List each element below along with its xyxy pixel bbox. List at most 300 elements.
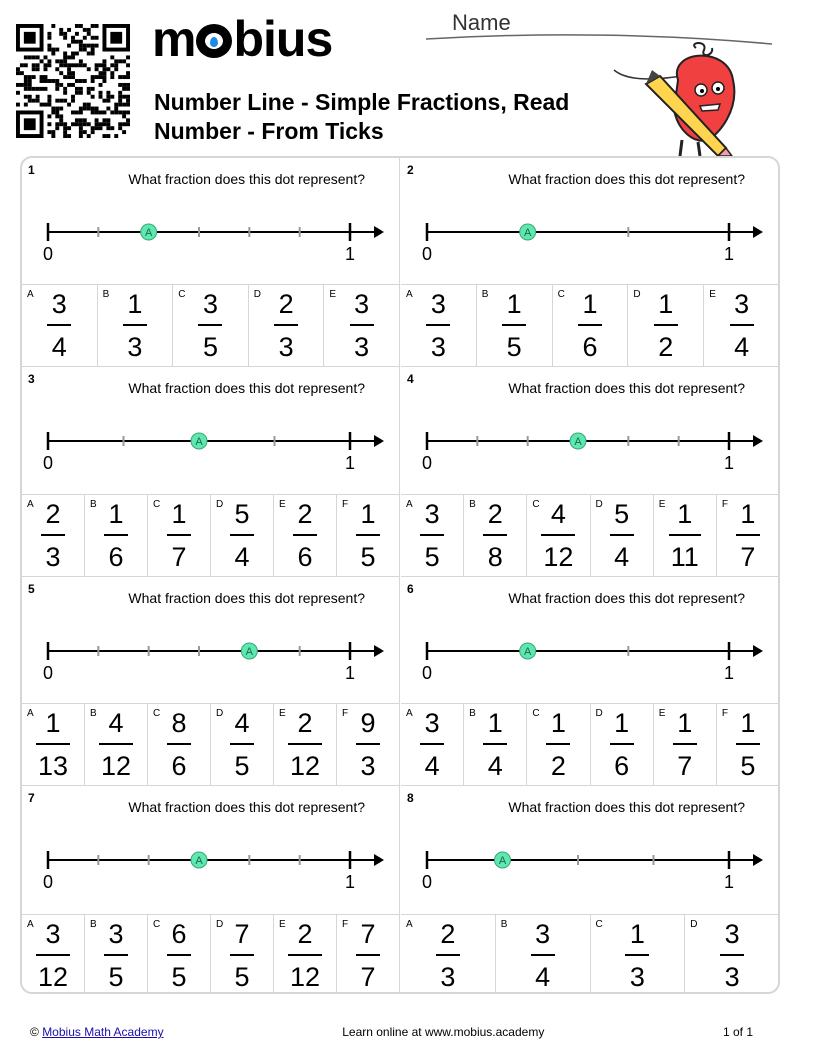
fraction-bar	[610, 534, 634, 536]
fraction-numerator: 1	[171, 499, 187, 529]
fraction-numerator: 1	[677, 708, 693, 738]
fraction-denominator: 12	[100, 751, 132, 781]
fraction-denominator: 6	[582, 332, 598, 362]
fraction	[401, 710, 463, 780]
fraction-denominator: 12	[289, 751, 321, 781]
fraction-denominator: 13	[37, 751, 69, 781]
question-prompt: What fraction does this dot represent?	[128, 380, 365, 396]
number-line	[22, 830, 400, 900]
fraction-denominator: 3	[45, 542, 61, 572]
fraction-bar	[625, 954, 649, 956]
answer-option[interactable]	[22, 285, 98, 366]
fraction-numerator: 2	[487, 499, 503, 529]
fraction-numerator: 3	[202, 289, 218, 319]
answer-option[interactable]	[553, 285, 629, 366]
number-line-start-label: 0	[421, 244, 433, 264]
number-line	[401, 202, 779, 272]
fraction-bar	[47, 324, 71, 326]
fraction	[249, 291, 324, 361]
arrow-right-icon	[753, 226, 763, 238]
fraction-denominator: 7	[360, 962, 376, 992]
fraction-numerator: 2	[297, 708, 313, 738]
fraction	[148, 710, 210, 780]
option-letter: F	[342, 919, 349, 930]
question-prompt: What fraction does this dot represent?	[128, 799, 365, 815]
fraction-denominator: 4	[234, 542, 250, 572]
fraction-numerator: 1	[127, 289, 143, 319]
fraction	[717, 501, 779, 571]
fraction-numerator: 5	[614, 499, 630, 529]
arrow-right-icon	[374, 435, 384, 447]
number-line	[22, 411, 400, 481]
answer-option[interactable]	[85, 704, 148, 785]
fraction-bar	[654, 324, 678, 326]
fraction-numerator: 3	[724, 919, 740, 949]
number-line-start-label: 0	[421, 872, 433, 892]
mobius-link[interactable]: Mobius Math Academy	[42, 1025, 164, 1039]
answer-option[interactable]	[98, 285, 174, 366]
option-letter: E	[709, 289, 716, 300]
option-letter: A	[406, 919, 413, 930]
question-card	[22, 577, 400, 786]
answer-options	[22, 914, 399, 994]
answer-option[interactable]	[173, 285, 249, 366]
dot-label: A	[523, 646, 532, 658]
dot-label: A	[523, 227, 532, 239]
answer-option[interactable]	[628, 285, 704, 366]
fraction-bar	[483, 743, 507, 745]
number-line-start-label: 0	[42, 244, 54, 264]
fraction-denominator: 5	[108, 962, 124, 992]
arrow-right-icon	[753, 854, 763, 866]
option-letter: D	[595, 708, 603, 719]
fraction-numerator: 1	[108, 499, 124, 529]
answer-option[interactable]	[324, 285, 399, 366]
fraction	[464, 501, 526, 571]
answer-option[interactable]	[249, 285, 325, 366]
number-line-end-label: 1	[723, 244, 735, 264]
fraction	[477, 291, 552, 361]
fraction	[274, 921, 336, 991]
answer-option[interactable]	[591, 915, 686, 994]
option-letter: D	[690, 919, 698, 930]
pencil-mascot-icon	[608, 40, 748, 158]
fraction	[464, 710, 526, 780]
fraction-numerator: 1	[550, 708, 566, 738]
answer-option[interactable]	[401, 285, 477, 366]
fraction-denominator: 5	[234, 751, 250, 781]
fraction-bar	[610, 743, 634, 745]
fraction-bar	[167, 743, 191, 745]
answer-option[interactable]	[464, 704, 527, 785]
option-letter: A	[27, 919, 34, 930]
fraction-numerator: 3	[424, 708, 440, 738]
answer-option[interactable]	[401, 495, 464, 576]
question-card	[401, 786, 779, 994]
option-letter: D	[595, 499, 603, 510]
fraction-bar	[36, 954, 70, 956]
answer-option[interactable]	[148, 704, 211, 785]
option-letter: A	[27, 708, 34, 719]
fraction-denominator: 5	[360, 542, 376, 572]
dot-label: A	[245, 646, 254, 658]
fraction	[337, 501, 399, 571]
question-number: 6	[407, 582, 414, 596]
fraction-bar	[167, 534, 191, 536]
fraction-bar	[736, 534, 760, 536]
arrow-right-icon	[753, 645, 763, 657]
answer-options	[401, 284, 779, 366]
fraction	[591, 501, 653, 571]
fraction-denominator: 5	[740, 751, 756, 781]
answer-option[interactable]	[211, 704, 274, 785]
question-number: 4	[407, 372, 414, 386]
fraction-bar	[541, 534, 575, 536]
option-letter: A	[406, 499, 413, 510]
fraction-numerator: 1	[614, 708, 630, 738]
fraction-bar	[293, 534, 317, 536]
question-card	[22, 158, 400, 367]
question-prompt: What fraction does this dot represent?	[508, 590, 745, 606]
fraction-numerator: 9	[360, 708, 376, 738]
answer-option[interactable]	[401, 704, 464, 785]
fraction	[628, 291, 703, 361]
fraction-bar	[274, 324, 298, 326]
fraction	[401, 501, 463, 571]
fraction	[148, 921, 210, 991]
fraction-denominator: 2	[550, 751, 566, 781]
answer-option[interactable]	[401, 915, 496, 994]
fraction-denominator: 3	[278, 332, 294, 362]
option-letter: B	[481, 289, 489, 300]
dot-label: A	[574, 436, 582, 448]
fraction-bar	[736, 743, 760, 745]
answer-option[interactable]	[477, 285, 553, 366]
number-line-end-label: 1	[723, 453, 735, 473]
option-letter: D	[216, 919, 224, 930]
answer-options	[22, 494, 399, 576]
option-letter: D	[216, 708, 224, 719]
fraction-denominator: 5	[234, 962, 250, 992]
answer-option[interactable]	[85, 495, 148, 576]
fraction-numerator: 3	[45, 919, 61, 949]
qr-code-icon	[16, 24, 130, 138]
answer-option[interactable]	[337, 704, 399, 785]
number-line-end-label: 1	[344, 453, 356, 473]
fraction-numerator: 2	[45, 499, 61, 529]
answer-option[interactable]	[496, 915, 591, 994]
fraction-denominator: 3	[354, 332, 370, 362]
fraction-numerator: 3	[424, 499, 440, 529]
fraction-numerator: 4	[550, 499, 566, 529]
option-letter: C	[532, 499, 540, 510]
option-letter: C	[153, 919, 161, 930]
question-number: 5	[28, 582, 35, 596]
fraction-denominator: 4	[734, 332, 750, 362]
fraction-numerator: 4	[234, 708, 250, 738]
fraction-bar	[546, 743, 570, 745]
fraction	[401, 921, 495, 991]
fraction-denominator: 2	[658, 332, 674, 362]
question-number: 7	[28, 791, 35, 805]
answer-option[interactable]	[22, 704, 85, 785]
number-line-start-label: 0	[42, 663, 54, 683]
fraction-numerator: 1	[740, 499, 756, 529]
option-letter: B	[102, 289, 110, 300]
question-grid	[20, 156, 780, 994]
question-prompt: What fraction does this dot represent?	[128, 171, 365, 187]
dot-label: A	[498, 855, 507, 867]
fraction-numerator: 4	[108, 708, 124, 738]
fraction-denominator: 4	[614, 542, 630, 572]
fraction	[717, 710, 779, 780]
fraction	[85, 710, 147, 780]
page-number: 1 of 1	[722, 1025, 753, 1039]
question-prompt: What fraction does this dot represent?	[508, 380, 745, 396]
fraction	[274, 501, 336, 571]
arrow-right-icon	[374, 645, 384, 657]
question-card	[22, 786, 400, 994]
option-letter: F	[721, 708, 728, 719]
fraction-numerator: 7	[234, 919, 250, 949]
fraction-denominator: 6	[297, 542, 313, 572]
answer-option[interactable]	[337, 495, 399, 576]
option-letter: A	[406, 289, 413, 300]
answer-option[interactable]	[704, 285, 779, 366]
fraction-denominator: 5	[202, 332, 218, 362]
answer-option[interactable]	[211, 495, 274, 576]
fraction-numerator: 3	[354, 289, 370, 319]
fraction-numerator: 7	[360, 919, 376, 949]
number-line-end-label: 1	[344, 663, 356, 683]
fraction	[211, 501, 273, 571]
answer-options	[401, 494, 779, 576]
fraction-denominator: 12	[37, 962, 69, 992]
fraction	[337, 921, 399, 991]
fraction-bar	[36, 743, 70, 745]
answer-options	[401, 703, 779, 785]
fraction-numerator: 1	[506, 289, 522, 319]
option-letter: B	[90, 919, 97, 930]
fraction-denominator: 7	[677, 751, 693, 781]
fraction-denominator: 4	[535, 962, 551, 992]
option-letter: C	[595, 919, 603, 930]
arrow-right-icon	[374, 226, 384, 238]
answer-option[interactable]	[274, 915, 337, 994]
option-letter: C	[557, 289, 565, 300]
answer-option[interactable]	[337, 915, 399, 994]
question-number: 8	[407, 791, 414, 805]
number-line-start-label: 0	[421, 453, 433, 473]
number-line-end-label: 1	[344, 872, 356, 892]
answer-option[interactable]	[717, 704, 779, 785]
fraction	[527, 501, 589, 571]
fraction	[337, 710, 399, 780]
question-card	[401, 158, 779, 367]
fraction-denominator: 6	[614, 751, 630, 781]
fraction	[22, 501, 84, 571]
fraction-numerator: 2	[278, 289, 294, 319]
fraction-numerator: 3	[430, 289, 446, 319]
answer-option[interactable]	[527, 704, 590, 785]
option-letter: A	[27, 499, 34, 510]
fraction-bar	[578, 324, 602, 326]
option-letter: A	[27, 289, 34, 300]
question-card	[22, 367, 400, 577]
fraction-numerator: 1	[45, 708, 61, 738]
footer-copyright: © Mobius Math Academy	[30, 1025, 164, 1039]
fraction-numerator: 2	[297, 919, 313, 949]
answer-option[interactable]	[464, 495, 527, 576]
number-line-start-label: 0	[42, 872, 54, 892]
fraction-denominator: 4	[487, 751, 503, 781]
question-number: 1	[28, 163, 35, 177]
fraction-bar	[420, 534, 444, 536]
fraction-bar	[350, 324, 374, 326]
option-letter: D	[633, 289, 641, 300]
fraction-numerator: 1	[629, 919, 645, 949]
dot-label: A	[195, 855, 203, 867]
arrow-right-icon	[753, 435, 763, 447]
option-letter: E	[658, 708, 666, 719]
fraction-bar	[531, 954, 555, 956]
dot-label: A	[195, 436, 203, 448]
option-letter: E	[658, 499, 666, 510]
fraction	[654, 501, 716, 571]
answer-option[interactable]	[654, 704, 717, 785]
fraction-numerator: 1	[360, 499, 376, 529]
answer-option[interactable]	[527, 495, 590, 576]
option-letter: C	[153, 499, 161, 510]
option-letter: E	[279, 499, 286, 510]
fraction-bar	[288, 743, 322, 745]
fraction-denominator: 3	[724, 962, 740, 992]
fraction-denominator: 12	[543, 542, 574, 572]
number-line	[401, 830, 779, 900]
answer-option[interactable]	[22, 495, 85, 576]
fraction-denominator: 7	[740, 542, 756, 572]
fraction-numerator: 1	[487, 708, 503, 738]
fraction-denominator: 7	[171, 542, 187, 572]
answer-option[interactable]	[22, 915, 85, 994]
option-letter: B	[469, 708, 476, 719]
number-line	[22, 202, 400, 272]
fraction-denominator: 5	[424, 542, 440, 572]
fraction	[496, 921, 590, 991]
fraction	[527, 710, 589, 780]
option-letter: B	[500, 919, 508, 930]
fraction	[591, 710, 653, 780]
number-line-start-label: 0	[42, 453, 54, 473]
option-letter: E	[329, 289, 337, 300]
answer-options	[22, 703, 399, 785]
fraction	[685, 921, 779, 991]
option-letter: E	[279, 919, 286, 930]
fraction	[22, 291, 97, 361]
fraction-denominator: 3	[629, 962, 645, 992]
question-card	[401, 367, 779, 577]
fraction-denominator: 12	[289, 962, 321, 992]
fraction	[553, 291, 628, 361]
fraction-bar	[483, 534, 507, 536]
fraction	[211, 921, 273, 991]
answer-option[interactable]	[148, 915, 211, 994]
answer-option[interactable]	[211, 915, 274, 994]
arrow-right-icon	[374, 854, 384, 866]
answer-option[interactable]	[274, 704, 337, 785]
fraction-bar	[230, 743, 254, 745]
fraction-bar	[99, 743, 133, 745]
answer-options	[22, 284, 399, 366]
fraction	[211, 710, 273, 780]
option-letter: C	[153, 708, 161, 719]
fraction-bar	[356, 534, 380, 536]
fraction-bar	[426, 324, 450, 326]
fraction-denominator: 3	[127, 332, 143, 362]
number-line-end-label: 1	[723, 872, 735, 892]
fraction-denominator: 3	[430, 332, 446, 362]
option-letter: D	[253, 289, 262, 300]
fraction-bar	[669, 534, 701, 536]
fraction-numerator: 1	[658, 289, 674, 319]
fraction-numerator: 8	[171, 708, 187, 738]
fraction-denominator: 6	[108, 542, 124, 572]
fraction-bar	[104, 534, 128, 536]
fraction-bar	[104, 954, 128, 956]
fraction-denominator: 6	[171, 751, 187, 781]
fraction-bar	[356, 954, 380, 956]
number-line	[401, 411, 779, 481]
fraction	[22, 710, 84, 780]
option-letter: F	[721, 499, 728, 510]
question-number: 3	[28, 372, 35, 386]
fraction-numerator: 3	[535, 919, 551, 949]
answer-option[interactable]	[591, 704, 654, 785]
answer-option[interactable]	[148, 495, 211, 576]
answer-option[interactable]	[654, 495, 717, 576]
fraction-bar	[230, 534, 254, 536]
question-number: 2	[407, 163, 414, 177]
fraction	[591, 921, 685, 991]
fraction-denominator: 5	[171, 962, 187, 992]
answer-option[interactable]	[685, 915, 779, 994]
option-letter: B	[90, 708, 97, 719]
fraction	[148, 501, 210, 571]
number-line	[22, 621, 400, 691]
number-line-end-label: 1	[723, 663, 735, 683]
number-line-start-label: 0	[421, 663, 433, 683]
fraction	[704, 291, 779, 361]
answer-option[interactable]	[274, 495, 337, 576]
fraction-denominator: 5	[506, 332, 522, 362]
option-letter: F	[342, 708, 349, 719]
question-card	[401, 577, 779, 786]
fraction-numerator: 1	[740, 708, 756, 738]
dot-label: A	[144, 227, 153, 239]
fraction-bar	[720, 954, 744, 956]
option-letter: E	[279, 708, 286, 719]
fraction-bar	[673, 743, 697, 745]
answer-option[interactable]	[591, 495, 654, 576]
fraction-denominator: 4	[51, 332, 67, 362]
fraction-bar	[41, 534, 65, 536]
answer-option[interactable]	[717, 495, 779, 576]
option-letter: F	[342, 499, 349, 510]
page-title: Number Line - Simple Fractions, Read Number - From Ticks	[154, 89, 570, 144]
option-letter: B	[90, 499, 97, 510]
answer-option[interactable]	[85, 915, 148, 994]
logo-o-drop-icon	[196, 24, 232, 58]
